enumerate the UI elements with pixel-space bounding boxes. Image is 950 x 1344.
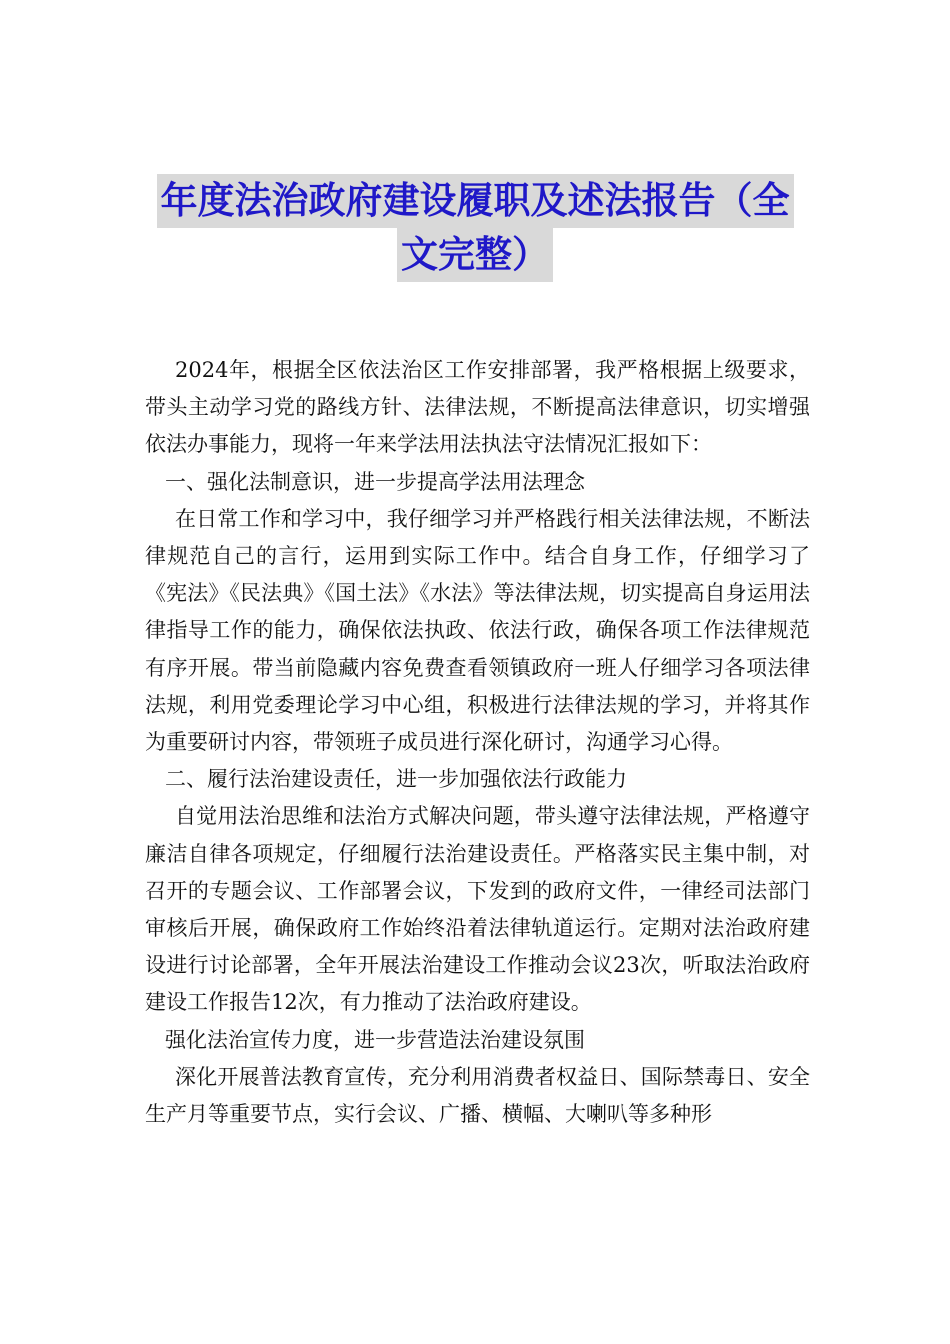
section-heading-3: 强化法治宣传力度，进一步营造法治建设氛围: [165, 1027, 585, 1052]
paragraph-section-2: 自觉用法治思维和法治方式解决问题，带头遵守法律法规，严格遵守廉洁自律各项规定，仔细履行法治建设责任。严格落实民主集中制，对召开的专题会议、工作部署会议，下发到的政府文件，一律经司法部门审核后开展，确保政府工作始终沿着法律轨道运行。定期对法治政府建设进行讨论部署，全年开展法治建设工作推动会议23次，听取法治政府建设工作报告12次，有力推动了法治政府建设。: [145, 804, 810, 1015]
title-line-2: 文完整）: [397, 228, 553, 282]
paragraph-intro: 2024年，根据全区依法治区工作安排部署，我严格根据上级要求，带头主动学习党的路线方针、法律法规，不断提高法律意识，切实增强依法办事能力，现将一年来学法用法执法守法情况汇报如下：: [145, 358, 810, 457]
section-heading-2: 二、履行法治建设责任，进一步加强依法行政能力: [165, 767, 627, 792]
section-heading-1: 一、强化法制意识，进一步提高学法用法理念: [165, 469, 585, 494]
title-line-1: 年度法治政府建设履职及述法报告（全: [157, 174, 794, 228]
document-body: [145, 352, 810, 1133]
document-title: [0, 174, 950, 282]
paragraph-section-1: 在日常工作和学习中，我仔细学习并严格践行相关法律法规，不断法律规范自己的言行，运用到实际工作中。结合自身工作，仔细学习了《宪法》《民法典》《国土法》《水法》等法律法规，切实提高自身运用法律指导工作的能力，确保依法执政、依法行政，确保各项工作法律规范有序开展。带当前隐藏内容免费查看领镇政府一班人仔细学习各项法律法规，利用党委理论学习中心组，积极进行法律法规的学习，并将其作为重要研讨内容，带领班子成员进行深化研讨，沟通学习心得。: [145, 506, 810, 755]
paragraph-section-3: 深化开展普法教育宣传，充分利用消费者权益日、国际禁毒日、安全生产月等重要节点，实行会议、广播、横幅、大喇叭等多种形: [145, 1064, 810, 1127]
